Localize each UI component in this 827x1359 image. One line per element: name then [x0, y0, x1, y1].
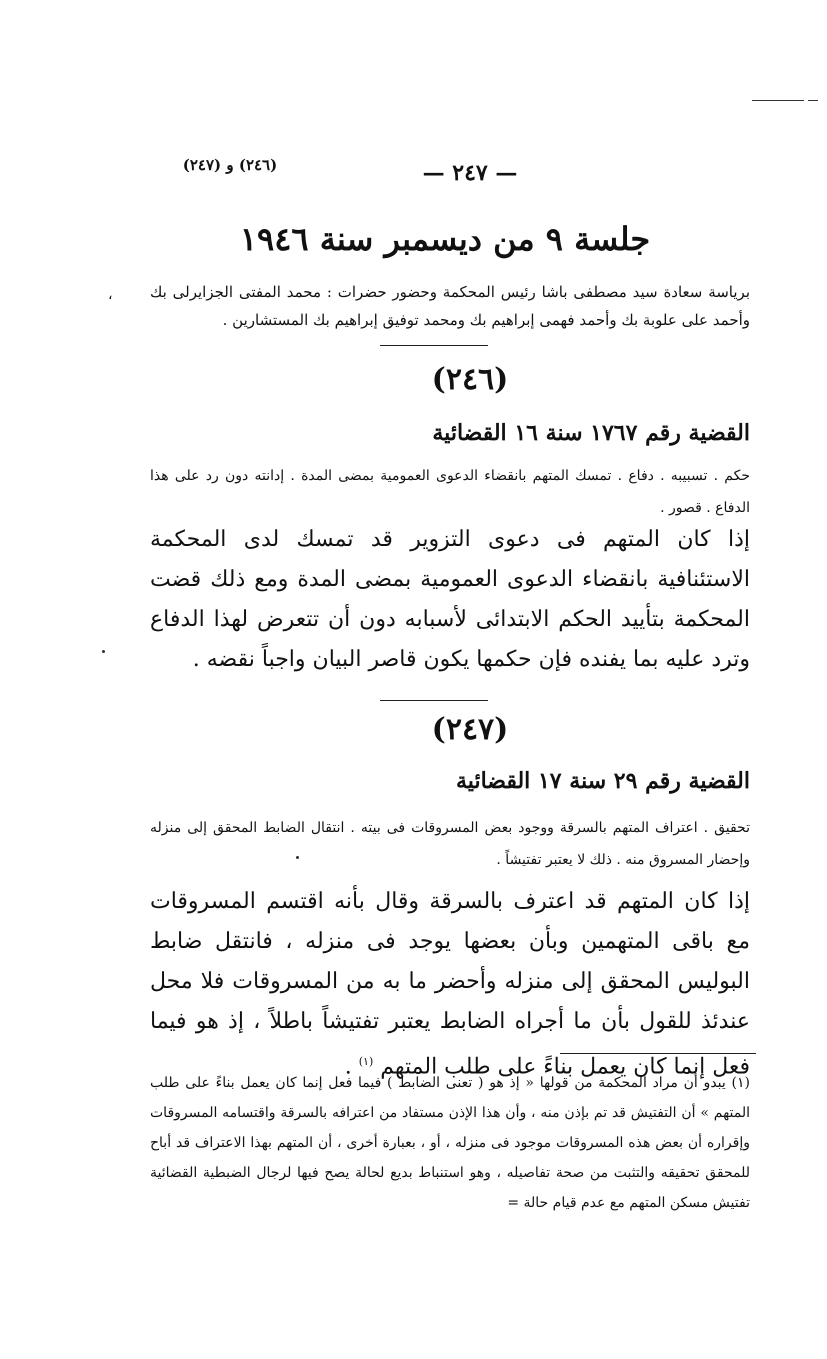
- case-body: [150, 882, 750, 1087]
- divider: [380, 345, 488, 346]
- corner-mark: [752, 100, 804, 101]
- case-body: إذا كان المتهم فى دعوى التزوير قد تمسك لدى المحكمة الاستئنافية بانقضاء الدعوى العمومية بمضى المدة ومع ذلك قضت المحكمة بتأييد الحكم الابتدائى لأسبابه دون أن تتعرض لهذا الدفاع وترد عليه بما يفنده فإن حكمها يكون قاصر البيان واجباً نقضه .: [150, 527, 750, 672]
- case-number: (٢٤٦): [431, 362, 509, 397]
- case-title: القضية رقم ٢٩ سنة ١٧ القضائية: [456, 768, 750, 794]
- case-number: (٢٤٧): [431, 712, 509, 747]
- case-title: القضية رقم ١٧٦٧ سنة ١٦ القضائية: [432, 420, 750, 446]
- divider: [380, 700, 488, 701]
- session-title: جلسة ٩ من ديسمبر سنة ١٩٤٦: [239, 220, 651, 258]
- cases-reference: (٢٤٦) و (٢٤٧): [182, 156, 278, 174]
- page-number: — ٢٤٧ —: [422, 160, 518, 186]
- footnote: (١) يبدو أن مراد المحكمة من قولها « إذ هو ( تعنى الضابط ) فيما فعل إنما كان يعمل بناءً على طلب المتهم » أن التفتيش قد تم بإذن منه ، وأن هذا الإذن مستفاد من اعترافه بالسرقة واقتسامه المسروقات وإقراره أن بعض هذه المسروقات موجود فى منزله ، أو ، بعبارة أخرى ، أن المتهم بهذا الاعتراف قد أباح للمحقق تحقيقه والتثبت من صحة تفاصيله ، وهو استنباط بديع لحالة يصح فيها لرجال الضبطية القضائية تفتيش مسكن المتهم مع عدم قيام حالة =: [150, 1075, 750, 1211]
- case-keywords: حكم . تسبيبه . دفاع . تمسك المتهم بانقضاء الدعوى العمومية بمضى المدة . إدانته دون رد على هذا الدفاع . قصور .: [150, 468, 750, 516]
- stray-dot: [102, 650, 105, 653]
- footnote-marker: (١): [358, 1055, 374, 1068]
- margin-mark: ،: [108, 287, 113, 303]
- case-keywords: تحقيق . اعتراف المتهم بالسرقة ووجود بعض المسروقات فى بيته . انتقال الضابط المحقق إلى منزله وإحضار المسروق منه . ذلك لا يعتبر تفتيشاً .: [150, 820, 750, 868]
- presidency-paragraph: برياسة سعادة سيد مصطفى باشا رئيس المحكمة وحضور حضرات : محمد المفتى الجزايرلى بك وأحمد على علوبة بك وأحمد فهمى إبراهيم بك ومحمد توفيق إبراهيم بك المستشارين .: [150, 283, 750, 329]
- stray-dot: [296, 856, 299, 859]
- case-body-end: .: [344, 1054, 352, 1080]
- footnote-divider: [560, 1053, 756, 1054]
- case-body-text: إذا كان المتهم قد اعترف بالسرقة وقال بأنه اقتسم المسروقات مع باقى المتهمين وبأن بعضها يوجد فى منزله ، فانتقل ضابط البوليس المحقق إلى منزله وأحضر ما به من المسروقات فلا محل عندئذ للقول بأن ما أجراه الضابط يعتبر تفتيشاً باطلاً ، إذ هو فيما فعل إنما كان يعمل بناءً على طلب المتهم: [150, 889, 750, 1080]
- corner-dash: [808, 100, 818, 101]
